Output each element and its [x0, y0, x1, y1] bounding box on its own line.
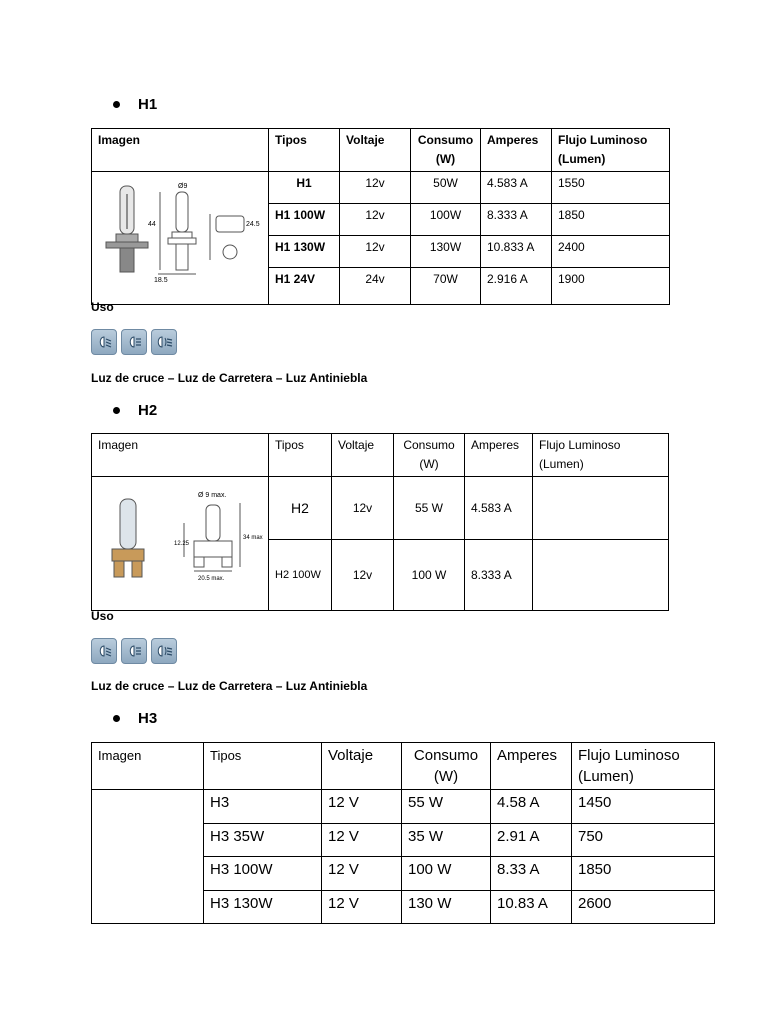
dim-label: 12.25: [174, 541, 190, 547]
uso-label: Uso: [91, 609, 114, 623]
cell-flujo: 2400: [552, 236, 670, 268]
cell-consumo: 130W: [411, 236, 481, 268]
header-voltaje: Voltaje: [322, 743, 402, 790]
cell-amperes: 4.583 A: [481, 172, 552, 204]
table-row: [92, 172, 670, 204]
header-amperes: Amperes: [481, 129, 552, 172]
cell-flujo: 2600: [572, 891, 715, 924]
header-consumo: Consumo (W): [402, 743, 491, 790]
table-h1: [91, 128, 670, 305]
cell-amperes: 8.333 A: [481, 204, 552, 236]
header-voltaje: Voltaje: [340, 129, 411, 172]
dim-label: Ø9: [178, 183, 188, 190]
table-header-row: [92, 743, 715, 790]
header-tipos: Tipos: [269, 434, 332, 477]
cell-voltaje: 12v: [332, 540, 394, 611]
cell-consumo: 70W: [411, 268, 481, 305]
cell-flujo: [533, 477, 669, 540]
table-h3: [91, 742, 715, 924]
bulb-image-cell: [92, 477, 269, 611]
cell-voltaje: 12v: [340, 172, 411, 204]
cell-flujo: 1450: [572, 790, 715, 824]
cell-flujo: 1850: [572, 857, 715, 891]
cell-amperes: 8.333 A: [465, 540, 533, 611]
cell-amperes: 8.33 A: [491, 857, 572, 891]
table-header-row: [92, 129, 670, 172]
cell-flujo: 1550: [552, 172, 670, 204]
usage-icons: [91, 329, 177, 355]
section-heading-h2: [113, 402, 157, 419]
header-consumo: Consumo (W): [411, 129, 481, 172]
uso-text: Luz de cruce – Luz de Carretera – Luz Antiniebla: [91, 679, 368, 693]
fog-light-icon: [151, 329, 177, 355]
cell-consumo: 35 W: [402, 824, 491, 857]
empty-image-cell: [92, 790, 204, 924]
cell-voltaje: 12 V: [322, 824, 402, 857]
bulb-image-cell: [92, 172, 269, 305]
usage-icons: [91, 638, 177, 664]
cell-tipo: H3 100W: [204, 857, 322, 891]
cell-flujo: 1850: [552, 204, 670, 236]
dim-label: 24.5: [246, 221, 260, 228]
cell-consumo: 100 W: [394, 540, 465, 611]
cell-amperes: 2.91 A: [491, 824, 572, 857]
header-flujo: Flujo Luminoso (Lumen): [552, 129, 670, 172]
table-row: [92, 477, 669, 540]
cell-consumo: 130 W: [402, 891, 491, 924]
header-flujo: Flujo Luminoso (Lumen): [533, 434, 669, 477]
uso-label: Uso: [91, 300, 114, 314]
bullet-icon: [113, 715, 120, 722]
table-row: [92, 790, 715, 824]
header-imagen: Imagen: [92, 129, 269, 172]
dim-label: 20.5 max.: [198, 576, 225, 582]
cell-consumo: 100 W: [402, 857, 491, 891]
cell-amperes: 4.583 A: [465, 477, 533, 540]
dim-label: 44: [148, 221, 156, 228]
cell-voltaje: 12v: [340, 204, 411, 236]
heading-text: H2: [138, 402, 158, 419]
cell-consumo: 55 W: [394, 477, 465, 540]
h1-bulb-diagram-image: [98, 174, 263, 284]
header-tipos: Tipos: [269, 129, 340, 172]
bullet-icon: [113, 407, 120, 414]
cell-consumo: 55 W: [402, 790, 491, 824]
cell-amperes: 2.916 A: [481, 268, 552, 305]
cell-voltaje: 24v: [340, 268, 411, 305]
table-h2: [91, 433, 669, 611]
heading-text: H3: [138, 710, 158, 727]
section-heading-h1: [113, 96, 157, 113]
dim-label: Ø 9 max.: [198, 492, 227, 499]
dim-label: 18.5: [154, 277, 168, 284]
cell-tipo: H1 100W: [269, 204, 340, 236]
cell-voltaje: 12 V: [322, 857, 402, 891]
cell-amperes: 4.58 A: [491, 790, 572, 824]
header-voltaje: Voltaje: [332, 434, 394, 477]
high-beam-icon: [121, 329, 147, 355]
bullet-icon: [113, 101, 120, 108]
cell-tipo: H2: [269, 477, 332, 540]
header-tipos: Tipos: [204, 743, 322, 790]
cell-amperes: 10.833 A: [481, 236, 552, 268]
low-beam-icon: [91, 329, 117, 355]
table-header-row: [92, 434, 669, 477]
cell-tipo: H1: [269, 172, 340, 204]
header-amperes: Amperes: [491, 743, 572, 790]
cell-tipo: H3 35W: [204, 824, 322, 857]
cell-tipo: H1 130W: [269, 236, 340, 268]
header-consumo: Consumo (W): [394, 434, 465, 477]
cell-voltaje: 12v: [340, 236, 411, 268]
cell-consumo: 100W: [411, 204, 481, 236]
header-amperes: Amperes: [465, 434, 533, 477]
uso-text: Luz de cruce – Luz de Carretera – Luz Antiniebla: [91, 371, 368, 385]
low-beam-icon: [91, 638, 117, 664]
header-flujo: Flujo Luminoso (Lumen): [572, 743, 715, 790]
cell-voltaje: 12v: [332, 477, 394, 540]
cell-tipo: H3: [204, 790, 322, 824]
cell-tipo: H2 100W: [269, 540, 332, 611]
high-beam-icon: [121, 638, 147, 664]
cell-voltaje: 12 V: [322, 790, 402, 824]
fog-light-icon: [151, 638, 177, 664]
h2-bulb-diagram-image: [98, 479, 263, 599]
section-heading-h3: [113, 710, 157, 727]
cell-tipo: H1 24V: [269, 268, 340, 305]
heading-text: H1: [138, 96, 158, 113]
cell-voltaje: 12 V: [322, 891, 402, 924]
cell-flujo: [533, 540, 669, 611]
header-imagen: Imagen: [92, 743, 204, 790]
cell-flujo: 1900: [552, 268, 670, 305]
cell-consumo: 50W: [411, 172, 481, 204]
cell-amperes: 10.83 A: [491, 891, 572, 924]
cell-tipo: H3 130W: [204, 891, 322, 924]
dim-label: 34 max.: [243, 535, 263, 541]
cell-flujo: 750: [572, 824, 715, 857]
header-imagen: Imagen: [92, 434, 269, 477]
